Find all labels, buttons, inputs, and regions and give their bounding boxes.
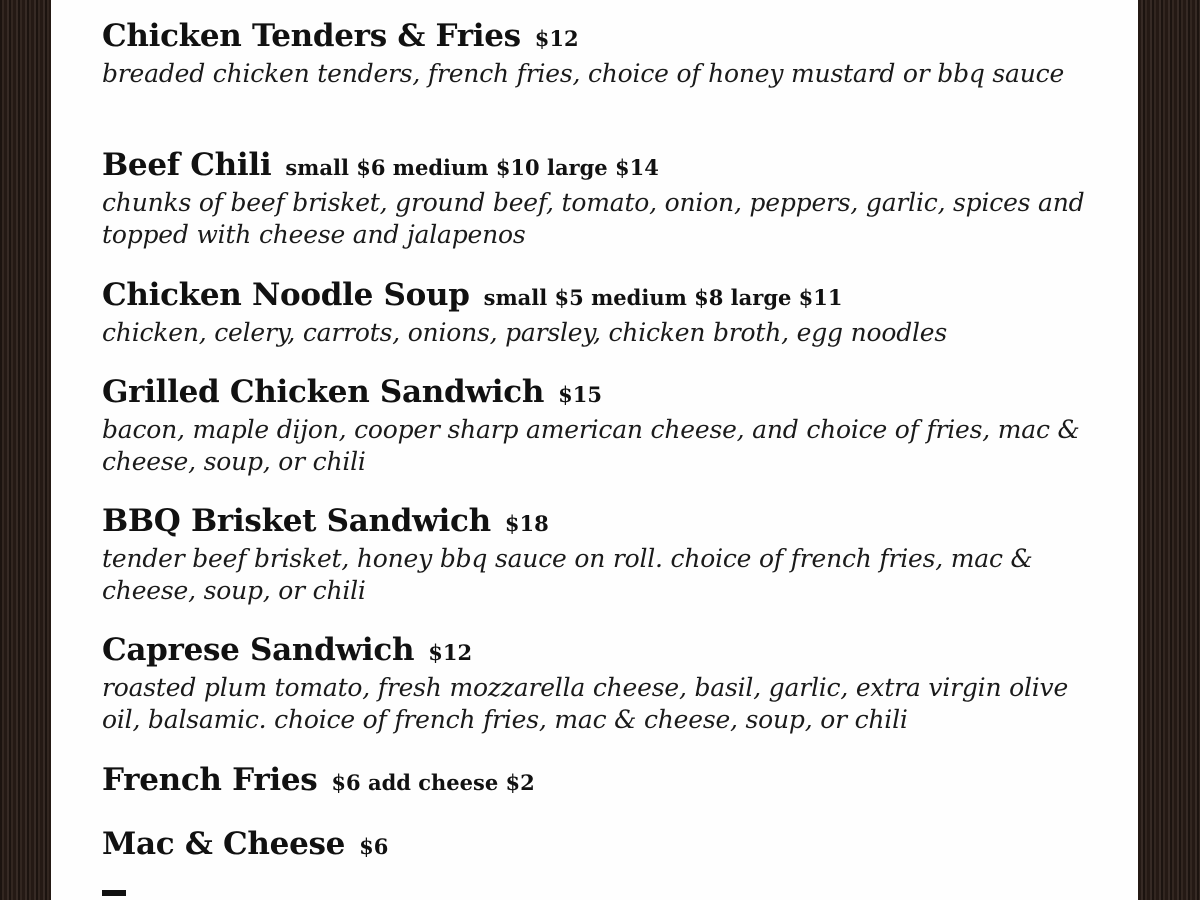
menu-item-chicken-tenders [102, 18, 1092, 90]
menu-item-header [102, 632, 1092, 668]
menu-item-mac-and-cheese [102, 826, 1092, 862]
menu-item-header [102, 277, 1092, 313]
menu-item-caprese-sandwich [102, 632, 1092, 736]
menu-item-header [102, 18, 1092, 54]
menu-item-description: chunks of beef brisket, ground beef, tomato, onion, peppers, garlic, spices and topped with cheese and jalapenos [102, 188, 1085, 249]
menu-item-price: small $6 medium $10 large $14 [285, 155, 659, 180]
menu-item-price: $6 [359, 834, 389, 859]
menu-item-price: $15 [558, 382, 602, 407]
menu-item-price: $6 add cheese $2 [331, 770, 535, 795]
menu-item-name: BBQ Brisket Sandwich [102, 503, 491, 539]
cut-off-next-item-heading [102, 890, 126, 896]
menu-item-beef-chili [102, 147, 1092, 251]
menu-item-name: Beef Chili [102, 147, 272, 183]
menu-item-description: breaded chicken tenders, french fries, choice of honey mustard or bbq sauce [102, 59, 1065, 88]
menu-item-price: $12 [534, 26, 579, 51]
menu-item-bbq-brisket-sandwich [102, 503, 1092, 607]
menu-item-header [102, 826, 1092, 862]
menu-item-grilled-chicken-sandwich [102, 374, 1092, 478]
menu-item-description: tender beef brisket, honey bbq sauce on roll. choice of french fries, mac & cheese, soup, or chili [102, 544, 1033, 605]
menu-item-french-fries [102, 762, 1092, 798]
menu-item-name: Chicken Tenders & Fries [102, 18, 521, 54]
menu-item-name: Mac & Cheese [102, 826, 346, 862]
menu-item-price: $12 [428, 640, 473, 665]
menu-item-header [102, 762, 1092, 798]
wood-frame-right [1138, 0, 1200, 900]
menu-item-chicken-noodle-soup [102, 277, 1092, 349]
menu-item-name: Caprese Sandwich [102, 632, 415, 668]
menu-item-name: French Fries [102, 762, 318, 798]
menu-item-name: Grilled Chicken Sandwich [102, 374, 545, 410]
menu-item-header [102, 374, 1092, 410]
menu-item-price: $18 [504, 511, 549, 536]
menu-item-name: Chicken Noodle Soup [102, 277, 470, 313]
menu-item-description: bacon, maple dijon, cooper sharp american cheese, and choice of fries, mac & cheese, soup, or chili [102, 415, 1080, 476]
menu-item-header [102, 503, 1092, 539]
menu-item-price: small $5 medium $8 large $11 [483, 285, 843, 310]
wood-frame-left [0, 0, 51, 900]
menu-item-description: roasted plum tomato, fresh mozzarella cheese, basil, garlic, extra virgin olive oil, balsamic. choice of french fries, mac & cheese, soup, or chili [102, 673, 1069, 734]
menu-item-header [102, 147, 1092, 183]
menu-item-description: chicken, celery, carrots, onions, parsley, chicken broth, egg noodles [102, 318, 948, 347]
menu-page [51, 0, 1138, 900]
